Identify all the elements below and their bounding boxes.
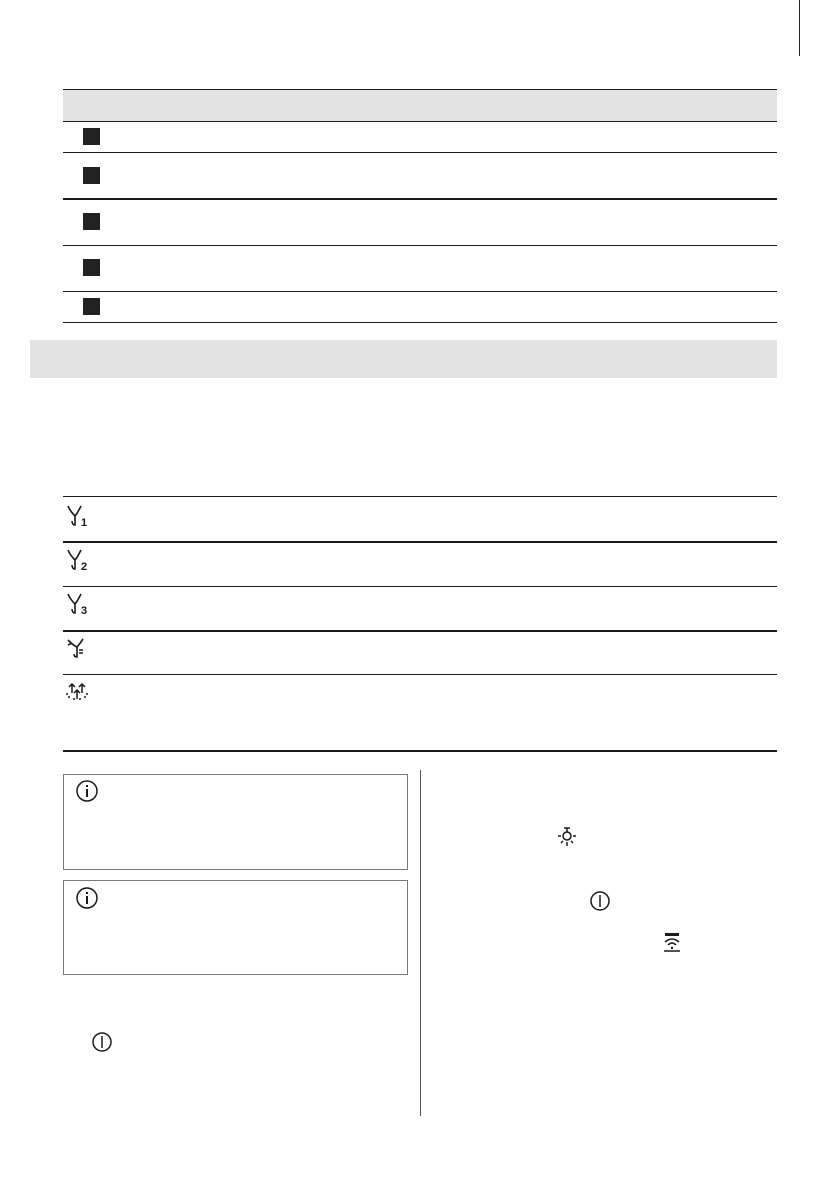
info-icon	[75, 779, 99, 803]
info-note-2	[63, 880, 408, 975]
fan-boost-icon	[65, 637, 91, 661]
row-divider	[63, 674, 777, 675]
fan-speed-1-icon	[65, 504, 91, 528]
fan-speed-label: 2	[81, 561, 88, 572]
info-note-1	[63, 774, 408, 870]
table-two-top-rule	[63, 496, 777, 497]
fan-speed-label: 3	[81, 605, 88, 616]
fan-speed-2-icon	[65, 548, 91, 572]
light-bulb-icon	[555, 825, 579, 849]
row-divider	[63, 630, 777, 632]
row-divider	[63, 541, 777, 543]
table-two-bottom-rule	[63, 750, 777, 752]
fan-speed-label: 1	[81, 517, 88, 528]
power-icon	[91, 1031, 113, 1053]
info-icon	[75, 886, 99, 910]
row-divider	[63, 586, 777, 587]
column-divider	[420, 770, 421, 1116]
vapor-sensor-icon	[65, 681, 91, 705]
fan-speed-3-icon	[65, 592, 91, 616]
hob-to-hood-wifi-icon	[661, 931, 683, 953]
power-icon	[589, 890, 611, 912]
